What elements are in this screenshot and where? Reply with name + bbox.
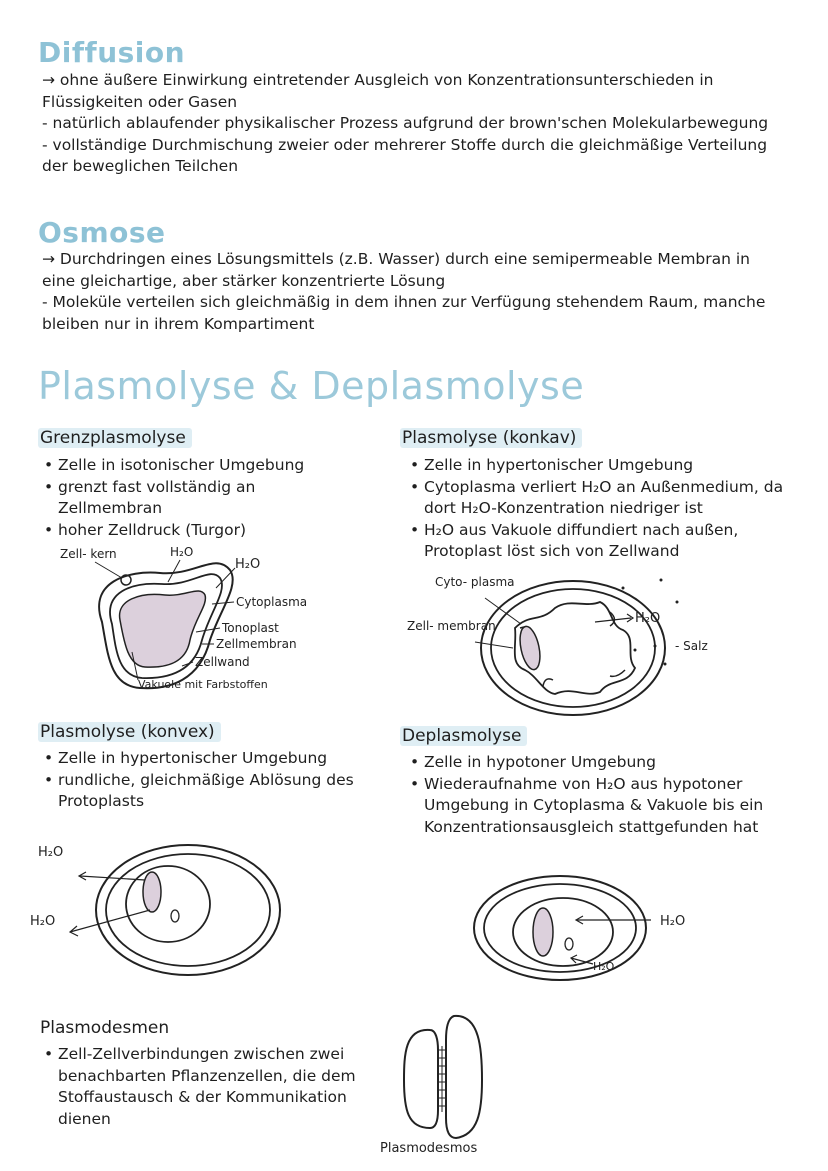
diffusion-point: - vollständige Durchmischung zweier oder mehrerer Stoffe durch die gleichmäßige Verteilung der beweglichen Teilchen bbox=[42, 135, 768, 175]
cell-wall-outer bbox=[474, 876, 646, 980]
osmose-title: Osmose bbox=[38, 216, 166, 249]
diffusion-title: Diffusion bbox=[38, 36, 186, 69]
deplasmolyse-cell-diagram bbox=[465, 870, 715, 990]
label-vakuole: Vakuole mit Farbstoffen bbox=[138, 678, 268, 691]
diffusion-point: - natürlich ablaufender physikalischer Prozess aufgrund der brown'schen Molekularbewegung bbox=[42, 114, 769, 132]
label-h2o: H₂O bbox=[38, 845, 64, 860]
vacuole bbox=[517, 625, 544, 672]
protoplast bbox=[126, 866, 210, 942]
label-h2o: H₂O bbox=[170, 545, 194, 559]
protoplast bbox=[513, 898, 613, 966]
label-h2o: H₂O bbox=[635, 611, 661, 626]
plasmolyse-title: Plasmolyse & Deplasmolyse bbox=[38, 364, 585, 408]
label-salz: - Salz bbox=[675, 639, 708, 653]
label-zellkern: Zell- kern bbox=[60, 547, 117, 561]
diffusion-point: → ohne äußere Einwirkung eintretender Ausgleich von Konzentrationsunterschieden in Flüssigkeiten oder Gasen bbox=[42, 71, 714, 111]
cell-wall-outer bbox=[96, 845, 280, 975]
nucleus bbox=[171, 910, 179, 922]
vacuole bbox=[143, 872, 161, 912]
label-h2o: H₂O bbox=[30, 914, 56, 929]
plasmodesmen-list bbox=[44, 1044, 364, 1130]
osmose-text bbox=[42, 249, 782, 335]
list-item: • Cytoplasma verliert H₂O an Außenmedium, da dort H₂O-Konzentration niedriger ist bbox=[410, 477, 800, 520]
cell-left bbox=[404, 1030, 438, 1128]
label-cytoplasma: Cytoplasma bbox=[236, 595, 308, 609]
cell-wall-outer bbox=[481, 581, 665, 715]
label-h2o: H₂O bbox=[235, 557, 261, 572]
list-item: • rundliche, gleichmäßige Ablösung des Protoplasts bbox=[44, 770, 384, 813]
nucleus bbox=[565, 938, 573, 950]
label-tonoplast: Tonoplast bbox=[222, 621, 279, 635]
plasmodesmen-title: Plasmodesmen bbox=[40, 1018, 170, 1038]
plasmodesmata-connections bbox=[438, 1046, 446, 1112]
konkav-title: Plasmolyse (konkav) bbox=[400, 428, 582, 448]
list-item: • Zelle in hypotoner Umgebung bbox=[410, 752, 790, 774]
list-item: • Zelle in hypertonischer Umgebung bbox=[410, 455, 800, 477]
cell-right bbox=[446, 1016, 482, 1138]
grenz-title: Grenzplasmolyse bbox=[38, 428, 192, 448]
list-item: • hoher Zelldruck (Turgor) bbox=[44, 520, 344, 542]
osmose-point: → Durchdringen eines Lösungsmittels (z.B. Wasser) durch eine semipermeable Membran in eine gleichartige, aber stärker konzentrierte Lösung bbox=[42, 250, 751, 290]
vacuole bbox=[533, 908, 553, 956]
label-zellwand: Zellwand bbox=[195, 655, 250, 669]
konkav-list bbox=[410, 455, 800, 563]
grenz-cell-diagram bbox=[40, 540, 360, 715]
grenz-list bbox=[44, 455, 344, 541]
list-item: • Wiederaufnahme von H₂O aus hypotoner Umgebung in Cytoplasma & Vakuole bis ein Konzentrationsausgleich stattgefunden hat bbox=[410, 774, 790, 839]
label-plasmodesmos: Plasmodesmos bbox=[380, 1141, 478, 1156]
konvex-title: Plasmolyse (konvex) bbox=[38, 722, 221, 742]
plasmodesmen-diagram bbox=[370, 1010, 520, 1160]
konvex-cell-diagram bbox=[20, 830, 320, 980]
list-item: • H₂O aus Vakuole diffundiert nach außen, Protoplast löst sich von Zellwand bbox=[410, 520, 800, 563]
deplasmolyse-list bbox=[410, 752, 790, 838]
label-h2o: H₂O bbox=[593, 960, 615, 973]
diffusion-text bbox=[42, 70, 782, 178]
konvex-list bbox=[44, 748, 384, 813]
list-item: • Zelle in hypertonischer Umgebung bbox=[44, 748, 384, 770]
konkav-cell-diagram bbox=[405, 568, 735, 718]
label-cytoplasma: Cyto- plasma bbox=[435, 575, 515, 589]
list-item: • Zelle in isotonischer Umgebung bbox=[44, 455, 344, 477]
label-h2o: H₂O bbox=[660, 914, 686, 929]
osmose-point: - Moleküle verteilen sich gleichmäßig in dem ihnen zur Verfügung stehendem Raum, manche bleiben nur in ihrem Kompartiment bbox=[42, 293, 766, 333]
label-zellmembran: Zell- membran bbox=[407, 619, 496, 633]
list-item: • grenzt fast vollständig an Zellmembran bbox=[44, 477, 344, 520]
label-zellmembran: Zellmembran bbox=[216, 637, 297, 651]
list-item: • Zell-Zellverbindungen zwischen zwei benachbarten Pflanzenzellen, die dem Stoffaustausch & der Kommunikation dienen bbox=[44, 1044, 364, 1130]
deplasmolyse-title: Deplasmolyse bbox=[400, 726, 527, 746]
